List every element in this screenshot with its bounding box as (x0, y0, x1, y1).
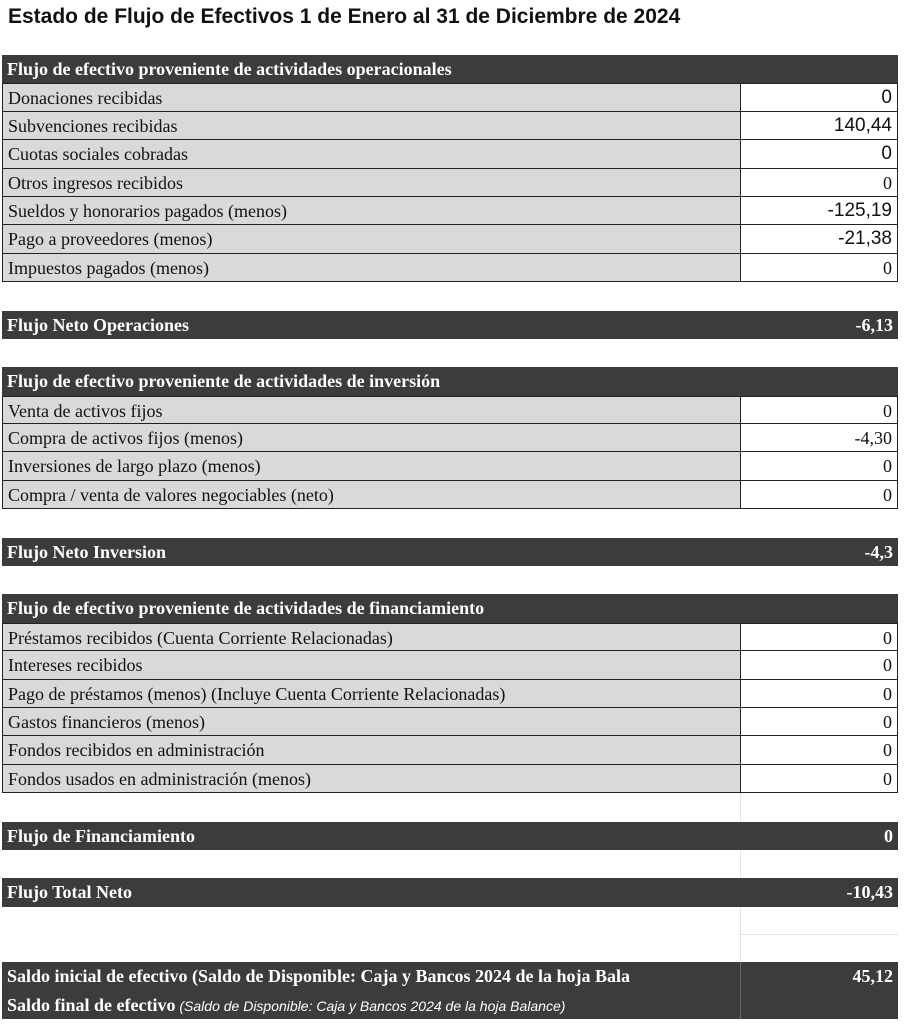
subtotal-financiamiento (2, 822, 898, 850)
section-header-label: Flujo de efectivo proveniente de actividades de inversión (7, 371, 441, 392)
line-item-row (2, 680, 898, 708)
statement-title: Estado de Flujo de Efectivos 1 de Enero al 31 de Diciembre de 2024 (8, 5, 681, 28)
line-item-row (2, 225, 898, 253)
saldo-final-label-note: (Saldo de Disponible: Caja y Bancos 2024 de la hoja Balance) (175, 997, 566, 1014)
line-item-row (2, 197, 898, 225)
line-item-value[interactable]: 140,44 (740, 112, 898, 140)
line-item-row (2, 481, 898, 509)
section-header-label: Flujo de efectivo proveniente de actividades de financiamiento (7, 598, 485, 619)
line-item-value[interactable]: 0 (740, 254, 898, 282)
section-header-value-cell[interactable] (740, 367, 898, 395)
subtotal-value[interactable]: 0 (884, 825, 893, 846)
line-item-label: Cuotas sociales cobradas (2, 140, 740, 168)
line-item-value[interactable]: 0 (740, 765, 898, 793)
line-item-value[interactable]: 0 (740, 83, 898, 111)
subtotal-label: Flujo de Financiamiento (7, 825, 195, 846)
subtotal-value[interactable]: -6,13 (855, 314, 893, 335)
section-header-inversion (2, 367, 898, 395)
line-item-row (2, 623, 898, 651)
saldo-inicial-value[interactable]: 45,12 (740, 962, 898, 990)
line-item-row (2, 83, 898, 111)
subtotal-inversion (2, 538, 898, 566)
inversion-items (2, 396, 898, 510)
line-item-label: Inversiones de largo plazo (menos) (2, 452, 740, 480)
line-item-row (2, 169, 898, 197)
line-item-row (2, 765, 898, 793)
total-neto-value[interactable]: -10,43 (846, 882, 893, 903)
line-item-row (2, 708, 898, 736)
line-item-value[interactable]: 0 (740, 169, 898, 197)
line-item-label: Préstamos recibidos (Cuenta Corriente Relacionadas) (2, 623, 740, 651)
total-neto-row (2, 878, 898, 906)
section-header-financiamiento (2, 594, 898, 622)
line-item-value[interactable]: 0 (740, 708, 898, 736)
line-item-value[interactable]: 0 (740, 736, 898, 764)
line-item-label: Compra de activos fijos (menos) (2, 424, 740, 452)
line-item-row (2, 140, 898, 168)
line-item-label: Compra / venta de valores negociables (neto) (2, 481, 740, 509)
subtotal-label: Flujo Neto Operaciones (7, 314, 189, 335)
line-item-label: Intereses recibidos (2, 651, 740, 679)
line-item-value[interactable]: -21,38 (740, 225, 898, 253)
line-item-value[interactable]: 0 (740, 396, 898, 424)
saldo-inicial-row (2, 962, 898, 990)
line-item-row (2, 736, 898, 764)
financiamiento-items (2, 623, 898, 793)
line-item-label: Gastos financieros (menos) (2, 708, 740, 736)
subtotal-operaciones (2, 311, 898, 339)
saldo-final-label-bold: Saldo final de efectivo (7, 994, 176, 1015)
line-item-label: Impuestos pagados (menos) (2, 254, 740, 282)
line-item-value[interactable]: 0 (740, 680, 898, 708)
line-item-label: Pago de préstamos (menos) (Incluye Cuenta Corriente Relacionadas) (2, 680, 740, 708)
line-item-row (2, 254, 898, 282)
section-header-operaciones (2, 55, 898, 83)
line-item-label: Sueldos y honorarios pagados (menos) (2, 197, 740, 225)
saldo-inicial-label: Saldo inicial de efectivo (Saldo de Disponible: Caja y Bancos 2024 de la hoja Bala (7, 966, 631, 987)
saldo-final-row (2, 991, 898, 1019)
cash-flow-sheet (2, 55, 898, 1019)
operaciones-items (2, 83, 898, 282)
line-item-row (2, 651, 898, 679)
line-item-value[interactable]: -4,30 (740, 424, 898, 452)
line-item-label: Subvenciones recibidas (2, 112, 740, 140)
line-item-row (2, 452, 898, 480)
subtotal-label: Flujo Neto Inversion (7, 541, 166, 562)
line-item-value[interactable]: -125,19 (740, 197, 898, 225)
line-item-value[interactable]: 0 (740, 651, 898, 679)
line-item-value[interactable]: 0 (740, 623, 898, 651)
line-item-row (2, 396, 898, 424)
line-item-label: Fondos usados en administración (menos) (2, 765, 740, 793)
line-item-label: Pago a proveedores (menos) (2, 225, 740, 253)
line-item-row (2, 424, 898, 452)
line-item-row (2, 112, 898, 140)
line-item-label: Fondos recibidos en administración (2, 736, 740, 764)
total-neto-label: Flujo Total Neto (7, 882, 133, 903)
line-item-label: Otros ingresos recibidos (2, 169, 740, 197)
line-item-value[interactable]: 0 (740, 481, 898, 509)
section-header-label: Flujo de efectivo proveniente de actividades operacionales (7, 59, 452, 79)
line-item-label: Donaciones recibidas (2, 83, 740, 111)
saldo-final-value[interactable] (740, 991, 898, 1019)
line-item-value[interactable]: 0 (740, 140, 898, 168)
saldo-final-label (2, 991, 740, 1019)
line-item-label: Venta de activos fijos (2, 396, 740, 424)
line-item-value[interactable]: 0 (740, 452, 898, 480)
subtotal-value[interactable]: -4,3 (864, 541, 893, 562)
